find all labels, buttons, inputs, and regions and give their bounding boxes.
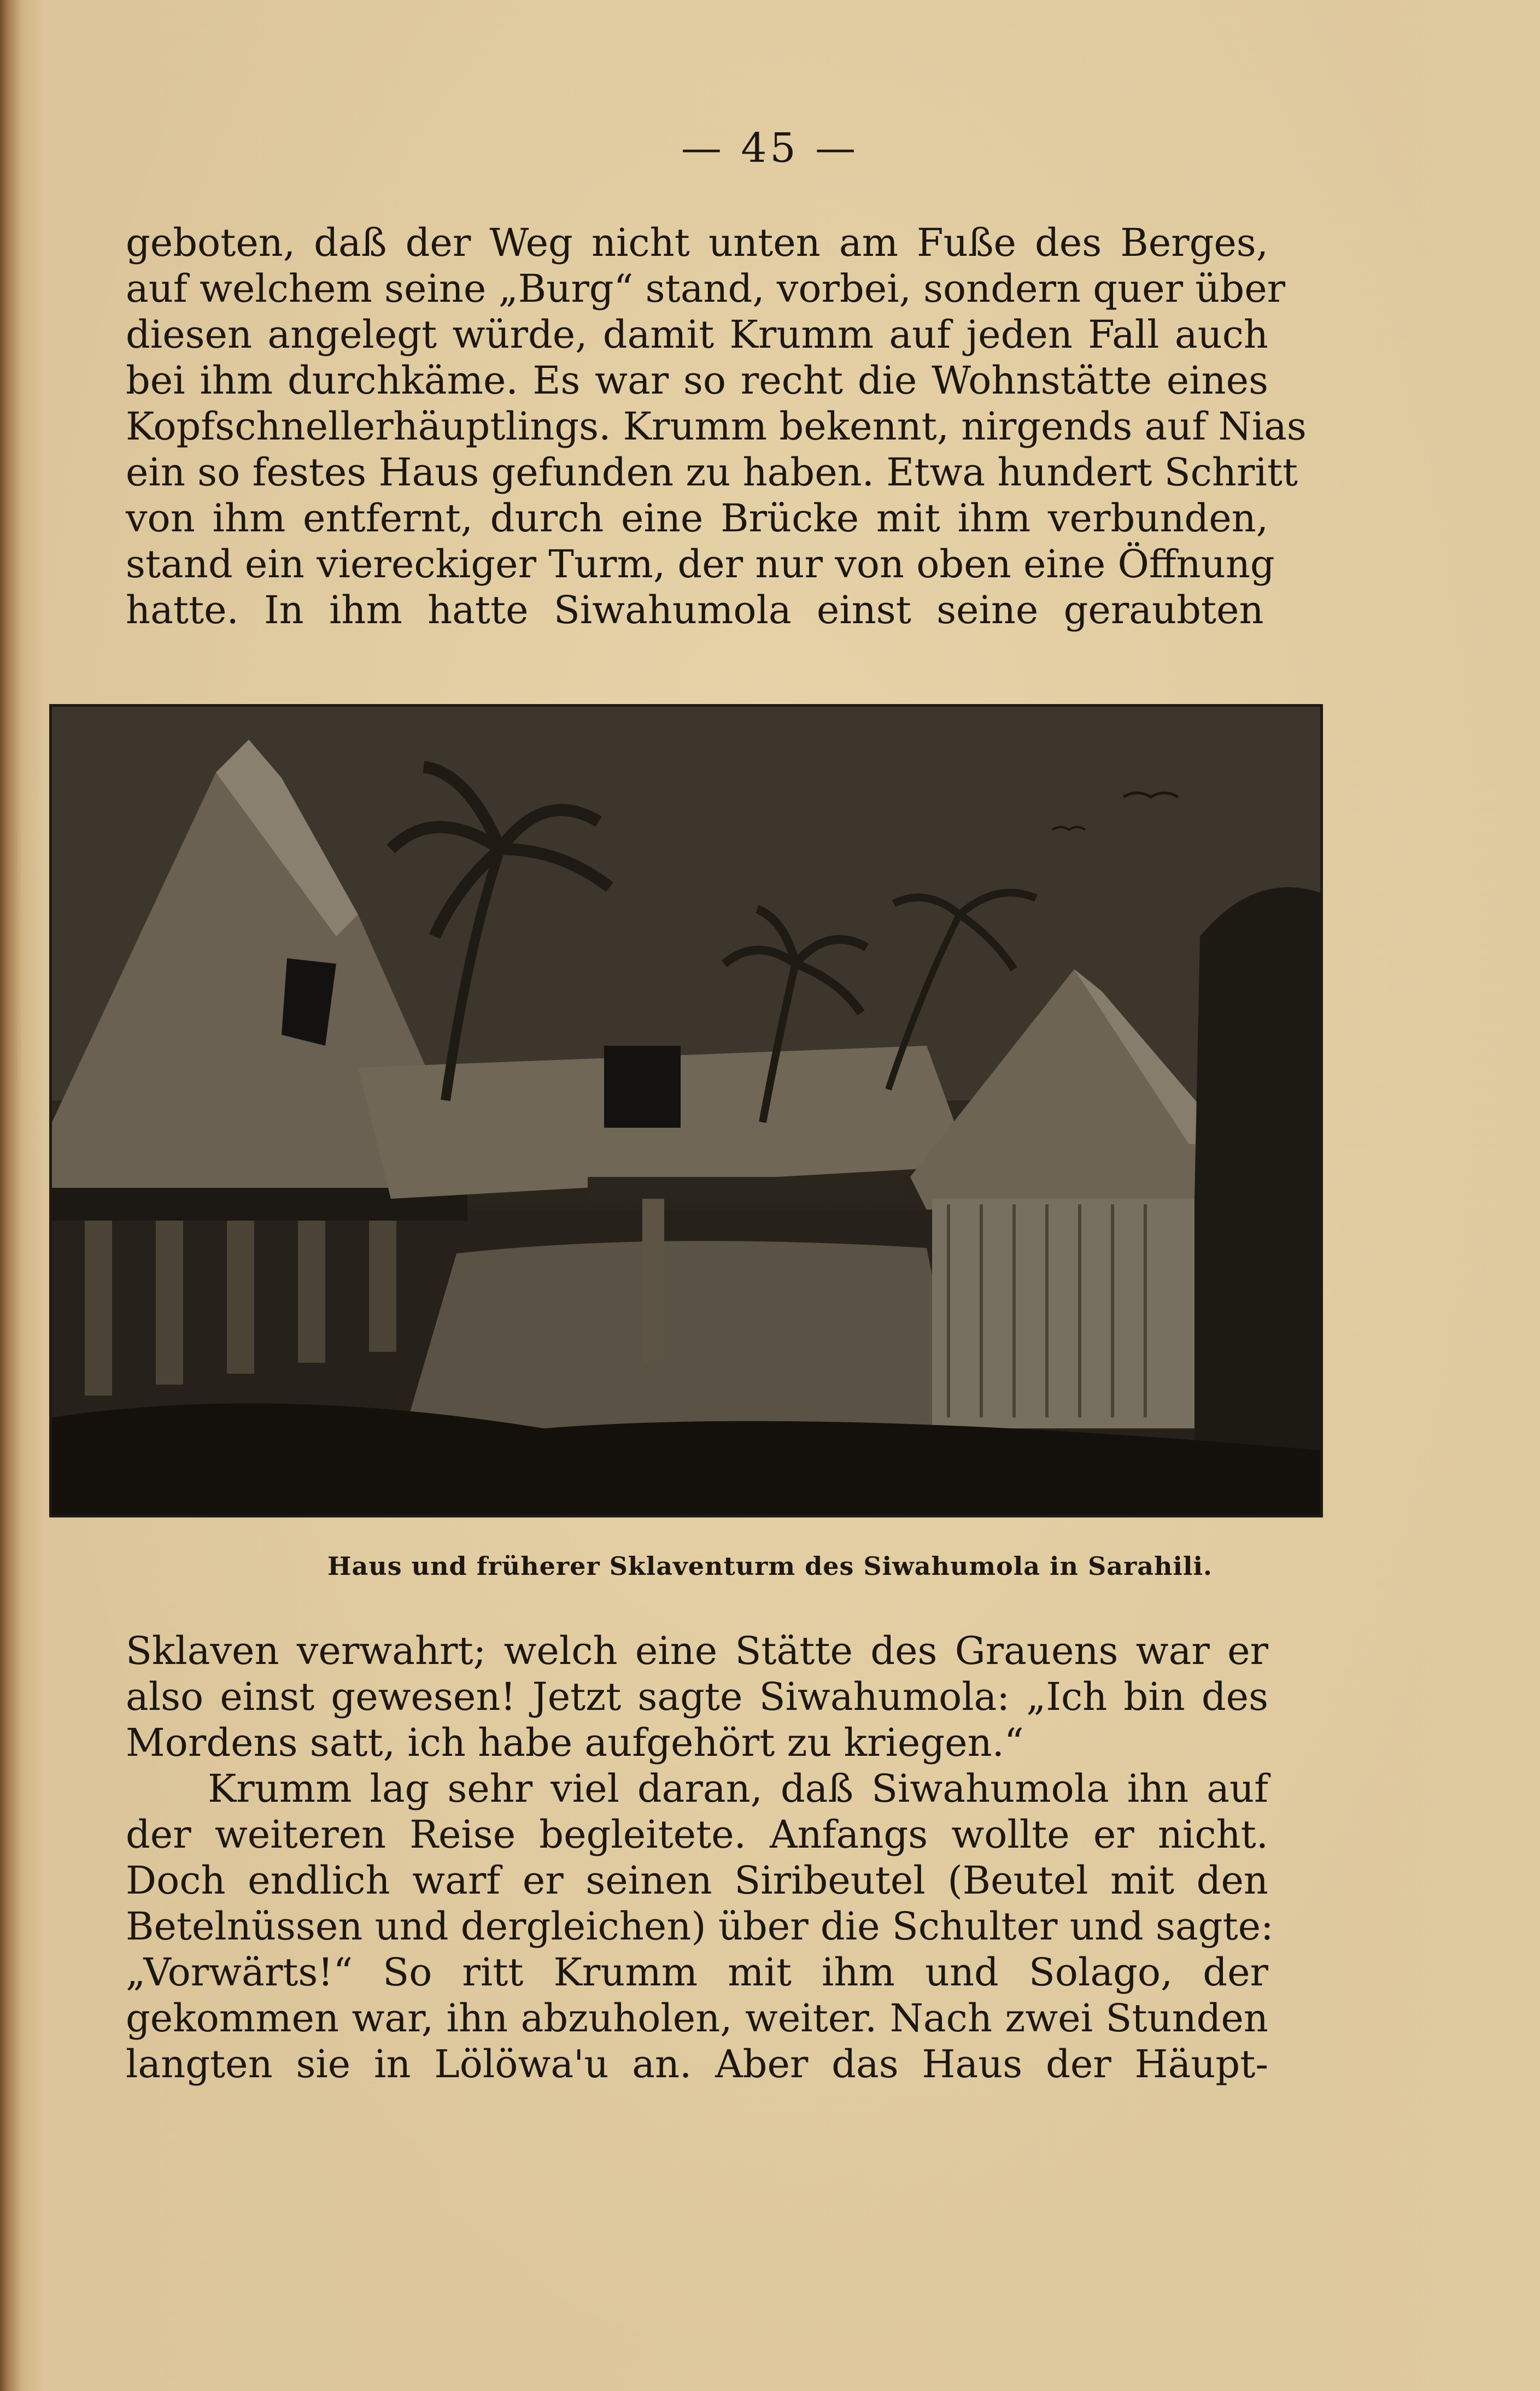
text-line: ein so festes Haus gefunden zu haben. Etwa hundert Schritt [126, 450, 1298, 495]
text-line: gekommen war, ihn abzuholen, weiter. Nach zwei Stunden [126, 1996, 1268, 2041]
illustration-house-and-tower [49, 704, 1323, 1517]
text-line: also einst gewesen! Jetzt sagte Siwahumola: „Ich bin des [126, 1674, 1268, 1719]
text-line: diesen angelegt würde, damit Krumm auf jeden Fall auch [126, 312, 1268, 357]
text-line: bei ihm durchkäme. Es war so recht die Wohnstätte eines [126, 358, 1268, 403]
text-line: langten sie in Lölöwa'u an. Aber das Haus der Häupt- [126, 2042, 1268, 2087]
text-line: Betelnüssen und dergleichen) über die Schulter und sagte: [126, 1904, 1274, 1949]
text-line: Mordens satt, ich habe aufgehört zu kriegen.“ [126, 1720, 1024, 1765]
figure-caption: Haus und früherer Sklaventurm des Siwahumola in Sarahili. [327, 1551, 1213, 1581]
text-line: „Vorwärts!“ So ritt Krumm mit ihm und Solago, der [126, 1950, 1268, 1995]
text-line: hatte. In ihm hatte Siwahumola einst seine geraubten [126, 588, 1264, 632]
text-line: geboten, daß der Weg nicht unten am Fuße des Berges, [126, 220, 1268, 265]
text-line: Kopfschnellerhäuptlings. Krumm bekennt, nirgends auf Nias [126, 404, 1307, 449]
text-line: der weiteren Reise begleitete. Anfangs wollte er nicht. [126, 1812, 1268, 1857]
text-line: stand ein viereckiger Turm, der nur von oben eine Öffnung [126, 542, 1275, 587]
illustration-drawing [52, 707, 1320, 1515]
paragraph-1 [126, 220, 1307, 633]
text-line: von ihm entfernt, durch eine Brücke mit ihm verbunden, [126, 496, 1268, 541]
text-line: auf welchem seine „Burg“ stand, vorbei, sondern quer über [126, 266, 1286, 311]
text-line: Krumm lag sehr viel daran, daß Siwahumola ihn auf [208, 1766, 1268, 1811]
paragraph-2 [126, 1628, 1268, 1766]
page-number: — 45 — [681, 125, 859, 172]
text-line: Sklaven verwahrt; welch eine Stätte des Grauens war er [126, 1628, 1268, 1673]
text-line: Doch endlich warf er seinen Siribeutel (Beutel mit den [126, 1858, 1268, 1903]
paragraph-3 [126, 1766, 1274, 2087]
